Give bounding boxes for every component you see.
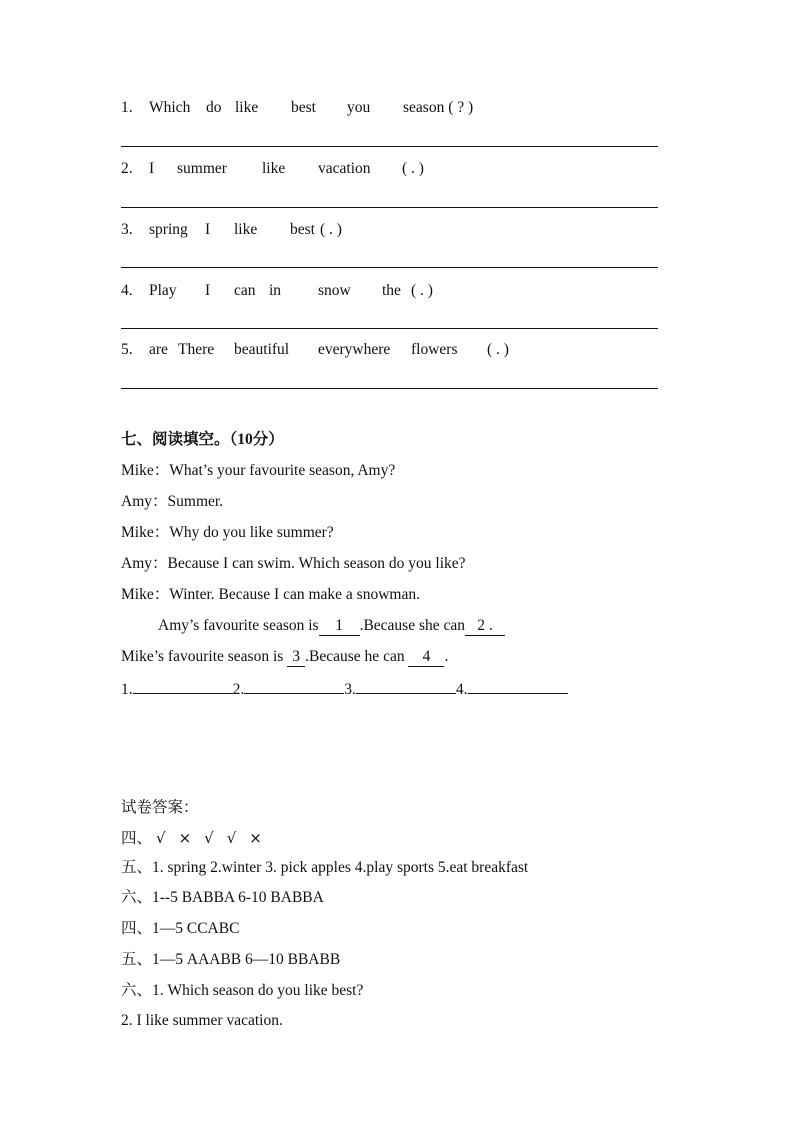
word: vacation — [318, 160, 371, 177]
word: ( . ) — [320, 221, 342, 238]
item-number: 4. — [121, 282, 133, 299]
section-label: 四、 — [121, 830, 153, 847]
check-mark: √ — [226, 829, 237, 847]
word: snow — [318, 282, 351, 299]
blank-2[interactable]: 2 . — [465, 617, 505, 636]
word: best — [290, 221, 315, 238]
separator: ： — [152, 493, 168, 510]
answer-line: 六、1--5 BABBA 6-10 BABBA — [121, 889, 324, 906]
answer-line: 六、1. Which season do you like best? — [121, 982, 364, 999]
word: Which — [149, 99, 191, 116]
answer-label: 3. — [344, 681, 356, 698]
blank-4[interactable]: 4 — [408, 648, 444, 667]
blank-1[interactable]: 1 — [319, 617, 360, 636]
word: everywhere — [318, 341, 391, 358]
answer-line[interactable] — [121, 146, 658, 147]
word: season ( ? ) — [403, 99, 474, 116]
answer-line[interactable] — [121, 207, 658, 208]
dialogue-text: Summer. — [167, 493, 224, 510]
answer-blanks-row — [121, 678, 568, 700]
separator: ： — [152, 555, 168, 572]
answer-key-title: 试卷答案： — [121, 799, 199, 816]
word: spring — [149, 221, 188, 238]
word: I — [149, 160, 155, 177]
word: can — [234, 282, 256, 299]
dialogue-text: What’s your favourite season, Amy? — [169, 462, 396, 479]
answer-line: 五、1. spring 2.winter 3. pick apples 4.play sports 5.eat breakfast — [121, 859, 529, 876]
item-number: 5. — [121, 341, 133, 358]
summary-text: Mike’s favourite season is — [121, 648, 284, 665]
answer-line: 五、1—5 AAABB 6—10 BBABB — [121, 951, 341, 968]
answer-label: 1. — [121, 681, 133, 698]
word: I — [205, 282, 211, 299]
summary-text: . — [444, 648, 449, 665]
answer-line: 四、1—5 CCABC — [121, 920, 240, 937]
word: like — [234, 221, 258, 238]
cross-mark: × — [178, 829, 192, 847]
word: flowers — [411, 341, 458, 358]
answer-blank[interactable] — [244, 678, 344, 694]
word: do — [206, 99, 222, 116]
word: Play — [149, 282, 177, 299]
answer-label: 2. — [232, 681, 245, 698]
word: ( . ) — [411, 282, 433, 299]
word: best — [291, 99, 316, 116]
summary-text: .Because she can — [359, 617, 466, 634]
word: ( . ) — [487, 341, 509, 358]
dialogue-line — [121, 523, 334, 543]
summary-line-mike — [121, 647, 448, 667]
word: are — [149, 341, 168, 358]
word: summer — [177, 160, 227, 177]
speaker: Mike — [121, 524, 154, 541]
dialogue-text: Because I can swim. Which season do you like? — [167, 555, 466, 572]
speaker: Mike — [121, 462, 154, 479]
speaker: Mike — [121, 586, 154, 603]
dialogue-line — [121, 554, 466, 574]
answer-blank[interactable] — [468, 678, 568, 694]
word: beautiful — [234, 341, 290, 358]
dialogue-text: Winter. Because I can make a snowman. — [169, 586, 420, 603]
dialogue-text: Why do you like summer? — [169, 524, 334, 541]
dialogue-line — [121, 492, 223, 512]
answer-blank[interactable] — [356, 678, 456, 694]
answer-line: 2. I like summer vacation. — [121, 1012, 283, 1029]
answer-blank[interactable] — [133, 678, 233, 694]
summary-text: Amy’s favourite season is — [158, 617, 319, 634]
check-mark: √ — [204, 829, 214, 847]
speaker: Amy — [121, 555, 152, 572]
item-number: 2. — [121, 160, 133, 177]
summary-line-amy — [158, 616, 505, 636]
answer-line[interactable] — [121, 267, 658, 268]
word: I — [205, 221, 211, 238]
dialogue-line — [121, 461, 395, 481]
answer-line[interactable] — [121, 328, 658, 329]
speaker: Amy — [121, 493, 152, 510]
answer-label: 4. — [455, 681, 468, 698]
summary-text: .Because he can — [305, 648, 405, 665]
blank-3[interactable]: 3 — [287, 648, 305, 667]
separator: ： — [153, 462, 170, 479]
section-heading: 七、阅读填空。（10分） — [121, 431, 284, 448]
word: There — [178, 341, 215, 358]
separator: ： — [153, 524, 170, 541]
answer-marks-line — [121, 828, 262, 849]
word: like — [235, 99, 259, 116]
dialogue-line — [121, 585, 420, 605]
check-mark: √ — [156, 829, 166, 847]
item-number: 1. — [121, 99, 133, 116]
word: like — [262, 160, 286, 177]
word: in — [269, 282, 282, 299]
word: you — [347, 99, 371, 116]
answer-line[interactable] — [121, 388, 658, 389]
cross-mark: × — [249, 829, 262, 847]
item-number: 3. — [121, 221, 133, 238]
separator: ： — [153, 586, 170, 603]
word: ( . ) — [402, 160, 424, 177]
word: the — [382, 282, 401, 299]
